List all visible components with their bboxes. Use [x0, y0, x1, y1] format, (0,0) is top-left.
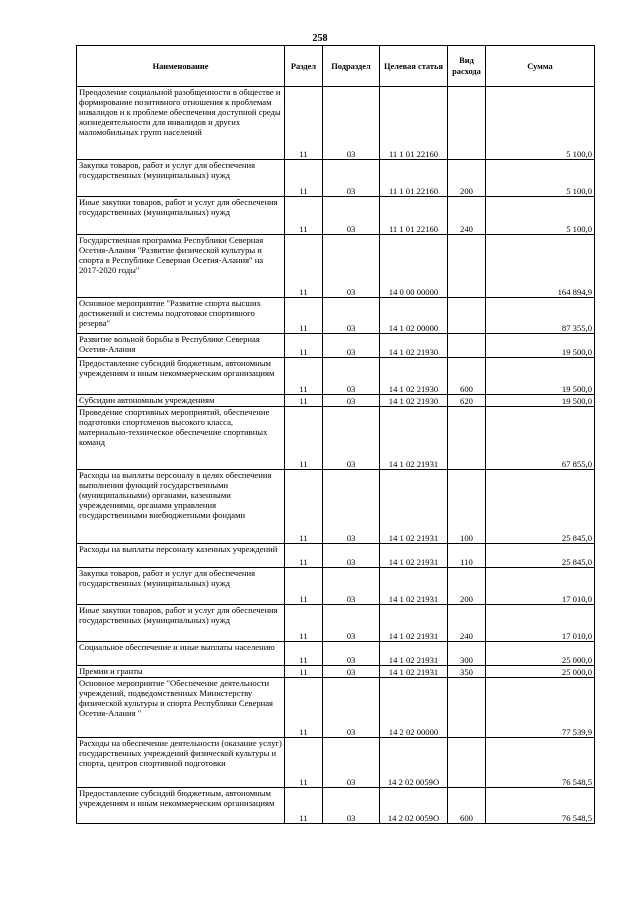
row-sum: 87 355,0 — [486, 298, 595, 334]
row-section: 11 — [285, 605, 323, 642]
row-subsection: 03 — [323, 334, 380, 358]
row-target: 14 0 00 00000 — [380, 235, 448, 298]
row-target: 14 1 02 21931 — [380, 407, 448, 470]
row-target: 14 1 02 21931 — [380, 568, 448, 605]
budget-table — [76, 45, 595, 824]
row-subsection: 03 — [323, 788, 380, 824]
row-sum: 77 539,9 — [486, 678, 595, 738]
row-sum: 19 500,0 — [486, 395, 595, 407]
row-subsection: 03 — [323, 678, 380, 738]
table-row — [77, 334, 595, 358]
row-type: 100 — [448, 470, 486, 544]
row-type: 110 — [448, 544, 486, 568]
row-type — [448, 738, 486, 788]
row-section: 11 — [285, 395, 323, 407]
row-target: 14 1 02 21930 — [380, 334, 448, 358]
row-target: 14 2 02 0059О — [380, 738, 448, 788]
row-target: 14 1 02 21931 — [380, 605, 448, 642]
row-sum: 19 500,0 — [486, 358, 595, 395]
row-subsection: 03 — [323, 197, 380, 235]
row-type: 240 — [448, 605, 486, 642]
row-name: Премии и гранты — [77, 666, 285, 678]
row-type — [448, 678, 486, 738]
table-row — [77, 160, 595, 197]
row-subsection: 03 — [323, 470, 380, 544]
row-subsection: 03 — [323, 298, 380, 334]
row-target: 14 1 02 21931 — [380, 470, 448, 544]
row-name: Закупка товаров, работ и услуг для обеспечения государственных (муниципальных) нужд — [77, 568, 285, 605]
row-name: Предоставление субсидий бюджетным, автономным учреждениям и иным некоммерческим организациям — [77, 358, 285, 395]
row-subsection: 03 — [323, 87, 380, 160]
row-target: 14 1 02 21930 — [380, 358, 448, 395]
row-sum: 19 500,0 — [486, 334, 595, 358]
row-name: Основное мероприятие "Развитие спорта высших достижений и системы подготовки спортивного резерва" — [77, 298, 285, 334]
row-section: 11 — [285, 298, 323, 334]
row-type: 200 — [448, 160, 486, 197]
table-row — [77, 235, 595, 298]
row-type: 200 — [448, 568, 486, 605]
table-row — [77, 642, 595, 666]
row-subsection: 03 — [323, 544, 380, 568]
row-sum: 5 100,0 — [486, 197, 595, 235]
row-sum: 25 000,0 — [486, 666, 595, 678]
row-name: Расходы на выплаты персоналу казенных учреждений — [77, 544, 285, 568]
row-section: 11 — [285, 642, 323, 666]
row-type: 600 — [448, 788, 486, 824]
row-target: 11 1 01 22160 — [380, 87, 448, 160]
row-target: 14 1 02 21930 — [380, 395, 448, 407]
row-section: 11 — [285, 568, 323, 605]
row-section: 11 — [285, 358, 323, 395]
row-subsection: 03 — [323, 358, 380, 395]
row-section: 11 — [285, 160, 323, 197]
row-section: 11 — [285, 678, 323, 738]
header-section: Раздел — [285, 46, 323, 87]
row-type — [448, 235, 486, 298]
row-name: Предоставление субсидий бюджетным, автономным учреждениям и иным некоммерческим организациям — [77, 788, 285, 824]
row-subsection: 03 — [323, 160, 380, 197]
row-name: Основное мероприятие "Обеспечение деятельности учреждений, подведомственных Министерству физической культуры и спорта Республики Северная Осетия-Алания " — [77, 678, 285, 738]
row-subsection: 03 — [323, 642, 380, 666]
table-row — [77, 605, 595, 642]
row-subsection: 03 — [323, 395, 380, 407]
row-section: 11 — [285, 788, 323, 824]
row-section: 11 — [285, 197, 323, 235]
header-subsection: Подраздел — [323, 46, 380, 87]
row-sum: 76 548,5 — [486, 788, 595, 824]
table-row — [77, 298, 595, 334]
row-target: 14 1 02 00000 — [380, 298, 448, 334]
row-name: Государственная программа Республики Северная Осетия-Алания "Развитие физической культуры и спорта в Республике Северная Осетия-Алания" на 2017-2020 годы" — [77, 235, 285, 298]
row-sum: 25 845,0 — [486, 544, 595, 568]
row-name: Субсидии автономным учреждениям — [77, 395, 285, 407]
row-target: 11 1 01 22160 — [380, 160, 448, 197]
row-subsection: 03 — [323, 407, 380, 470]
row-type — [448, 298, 486, 334]
table-row — [77, 544, 595, 568]
table-row — [77, 738, 595, 788]
row-sum: 17 010,0 — [486, 568, 595, 605]
row-section: 11 — [285, 738, 323, 788]
row-type: 300 — [448, 642, 486, 666]
row-name: Иные закупки товаров, работ и услуг для обеспечения государственных (муниципальных) нужд — [77, 605, 285, 642]
table-row — [77, 678, 595, 738]
row-name: Развитие вольной борьбы в Республике Северная Осетия-Алания — [77, 334, 285, 358]
row-target: 14 2 02 0059О — [380, 788, 448, 824]
table-row — [77, 407, 595, 470]
row-type — [448, 334, 486, 358]
row-sum: 25 845,0 — [486, 470, 595, 544]
row-subsection: 03 — [323, 235, 380, 298]
table-row — [77, 666, 595, 678]
row-section: 11 — [285, 87, 323, 160]
row-name: Проведение спортивных мероприятий, обеспечение подготовки спортсменов высокого класса, материально-техническое обеспечение спортивных команд — [77, 407, 285, 470]
row-target: 14 2 02 00000 — [380, 678, 448, 738]
row-name: Социальное обеспечение и иные выплаты населению — [77, 642, 285, 666]
row-name: Расходы на обеспечение деятельности (оказание услуг) государственных учреждений физической культуры и спорта, центров спортивной подготовки — [77, 738, 285, 788]
row-type: 240 — [448, 197, 486, 235]
table-row — [77, 568, 595, 605]
table-header-row — [77, 46, 595, 87]
row-sum: 5 100,0 — [486, 87, 595, 160]
row-name: Преодоление социальной разобщенности в обществе и формирование позитивного отношения к проблемам инвалидов и к проблеме обеспечения доступной среды жизнедеятельности для инвалидов и других маломобильных групп населений — [77, 87, 285, 160]
page-number: 258 — [312, 33, 328, 44]
row-subsection: 03 — [323, 666, 380, 678]
row-sum: 17 010,0 — [486, 605, 595, 642]
table-row — [77, 788, 595, 824]
header-name: Наименование — [77, 46, 285, 87]
row-target: 14 1 02 21931 — [380, 666, 448, 678]
row-target: 14 1 02 21931 — [380, 544, 448, 568]
row-name: Закупка товаров, работ и услуг для обеспечения государственных (муниципальных) нужд — [77, 160, 285, 197]
table-row — [77, 358, 595, 395]
row-type — [448, 87, 486, 160]
header-sum: Сумма — [486, 46, 595, 87]
table-row — [77, 395, 595, 407]
table-row — [77, 470, 595, 544]
table-row — [77, 87, 595, 160]
row-type: 350 — [448, 666, 486, 678]
row-name: Иные закупки товаров, работ и услуг для обеспечения государственных (муниципальных) нужд — [77, 197, 285, 235]
table-row — [77, 197, 595, 235]
row-sum: 5 100,0 — [486, 160, 595, 197]
row-subsection: 03 — [323, 738, 380, 788]
row-section: 11 — [285, 334, 323, 358]
header-type: Вид расхода — [448, 46, 486, 87]
row-type: 620 — [448, 395, 486, 407]
row-subsection: 03 — [323, 605, 380, 642]
row-sum: 76 548,5 — [486, 738, 595, 788]
row-section: 11 — [285, 544, 323, 568]
row-target: 14 1 02 21931 — [380, 642, 448, 666]
row-section: 11 — [285, 666, 323, 678]
row-subsection: 03 — [323, 568, 380, 605]
row-sum: 25 000,0 — [486, 642, 595, 666]
row-section: 11 — [285, 235, 323, 298]
row-name: Расходы на выплаты персоналу в целях обеспечения выполнения функций государственными (муниципальными) органами, казенными учреждениями, органами управления государственными внебюджетными фондами — [77, 470, 285, 544]
row-sum: 164 894,9 — [486, 235, 595, 298]
row-sum: 67 855,0 — [486, 407, 595, 470]
row-section: 11 — [285, 470, 323, 544]
row-type: 600 — [448, 358, 486, 395]
row-section: 11 — [285, 407, 323, 470]
row-target: 11 1 01 22160 — [380, 197, 448, 235]
row-type — [448, 407, 486, 470]
header-target: Целевая статья — [380, 46, 448, 87]
